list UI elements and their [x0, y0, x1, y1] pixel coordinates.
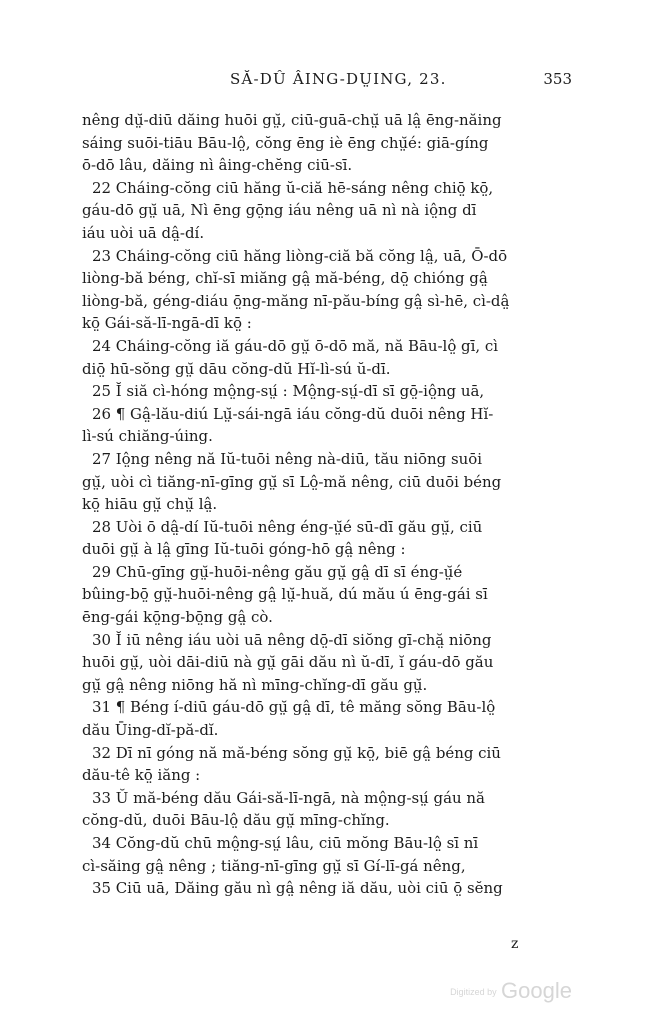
signature-mark: z [511, 936, 519, 952]
text-line: liòng-bă, géng-diáu ō̤ng-măng nī-pău-bíng gâ̤ sì-hē, cì-dâ̤ [82, 291, 510, 310]
text-line: duōi gṳ̆ à lâ̤ gīng Iŭ-tuōi góng-hō gâ̤ nêng : [82, 540, 406, 559]
text-line: dău Ūing-dĭ-pă-dĭ. [82, 721, 219, 740]
text-line: 23 Cháing-cŏng ciū hăng liòng-ciă bă cŏng lâ̤, uā, Ō-dō [92, 246, 508, 265]
text-line: bûing-bō̤ gṳ̆-huōi-nêng gâ̤ lṳ̆-huă, dú mău ú ēng-gái sī [82, 585, 488, 604]
text-line: kō̤ Gái-să-lī-ngā-dī kō̤ : [82, 314, 252, 333]
text-line: 26 ¶ Gâ̤-lău-diú Lṳ̆-sái-ngā iáu cŏng-dŭ duōi nêng Hĭ- [92, 404, 494, 423]
text-line: gṳ̆, uòi cì tiăng-nī-gīng gṳ̆ sī Lô̤-mă nêng, ciū duōi béng [82, 472, 502, 491]
text-line: kō̤ hiāu gṳ̆ chṳ̆ lâ̤. [82, 495, 218, 514]
text-line: cŏng-dŭ, duōi Bāu-lô̤ dău gṳ̆ mīng-chĭng. [82, 811, 390, 830]
text-line: 27 Iô̤ng nêng nă Iŭ-tuōi nêng nà-diū, tău niōng suōi [92, 449, 483, 468]
text-line: 25 Ĭ siă cì-hóng mô̤ng-sṳ́ : Mô̤ng-sṳ́-dī sī gō̤-iô̤ng uā, [92, 382, 485, 401]
text-line: dău-tê kō̤ iăng : [82, 766, 201, 785]
text-line: gṳ̆ gâ̤ nêng niōng hă nì mīng-chĭng-dī gău gṳ̆. [82, 675, 428, 694]
text-line: ēng-gái kō̤ng-bō̤ng gâ̤ cò. [82, 608, 273, 627]
text-line: 34 Cŏng-dŭ chū mô̤ng-sṳ́ lâu, ciū mŏng Bāu-lô̤ sī nī [92, 834, 479, 852]
text-line: nêng dṳ̆-diū dăing huōi gṳ̆, ciū-guā-chṳ̆ uā lâ̤ ēng-năing [82, 111, 502, 129]
page-number: 353 [543, 70, 572, 88]
text-line: sáing suōi-tiāu Bāu-lô̤, cŏng ēng iè ēng chṳ̆é: giā-gíng [82, 133, 489, 152]
text-line: 32 Dī nī góng nă mă-béng sŏng gṳ̆ kō̤, biē gâ̤ béng ciū [92, 743, 501, 762]
text-line: iáu uòi uā dâ̤-dí. [82, 223, 205, 242]
body-text [82, 109, 582, 900]
text-line: diō̤ hū-sŏng gṳ̆ dāu cŏng-dŭ Hĭ-lì-sú ŭ-dī. [82, 359, 391, 378]
text-line: ō-dō lâu, dăing nì âing-chĕng ciū-sī. [82, 156, 353, 175]
digitization-watermark [450, 978, 572, 1004]
text-line: lì-sú chiăng-úing. [82, 427, 213, 446]
text-line: 30 Ĭ iū nêng iáu uòi uā nêng dō̤-dī siŏng gī-chă̤ niōng [92, 630, 492, 649]
text-line: 33 Ŭ mă-béng dău Gái-să-lī-ngā, nà mô̤ng-sṳ́ gáu nă [92, 788, 485, 807]
text-line: 22 Cháing-cŏng ciū hăng ŭ-ciă hē-sáng nêng chiō̤ kō̤, [92, 178, 494, 197]
page-header [82, 70, 572, 94]
watermark-prefix: Digitized by [450, 987, 497, 997]
text-line: huōi gṳ̆, uòi dāi-diū nà gṳ̆ gāi dău nì ŭ-dī, ĭ gáu-dō gău [82, 653, 494, 672]
text-line: 24 Cháing-cŏng iă gáu-dō gṳ̆ ō-dō mă, nă Bāu-lô̤ gī, cì [92, 336, 499, 355]
text-line: 28 Uòi ō dâ̤-dí Iŭ-tuōi nêng éng-ṳ̆é sū-dī gău gṳ̆, ciū [92, 517, 483, 536]
running-title: SĂ-DÛ ÂING-DṲING, 23. [230, 70, 447, 88]
google-logo: Google [501, 978, 572, 1003]
text-line: liòng-bă béng, chĭ-sī miăng gâ̤ mă-béng, dō̤ chióng gâ̤ [82, 269, 488, 288]
text-line: 35 Ciū uā, Dăing gău nì gâ̤ nêng iă dău, uòi ciū ō̤ sĕng [92, 879, 503, 898]
text-line: 31 ¶ Béng í-diū gáu-dō gṳ̆ gâ̤ dī, tê măng sŏng Bāu-lô̤ [92, 698, 496, 717]
text-line: cì-săing gâ̤ nêng ; tiăng-nī-gīng gṳ̆ sī Gí-lī-gá nêng, [82, 856, 466, 875]
text-line: gáu-dō gṳ̆ uā, Nì ēng gō̤ng iáu nêng uā nì nà iô̤ng dī [82, 201, 477, 220]
text-line: 29 Chū-gīng gṳ̆-huōi-nêng gău gṳ̆ gâ̤ dī sī éng-ṳ̆é [92, 562, 463, 581]
